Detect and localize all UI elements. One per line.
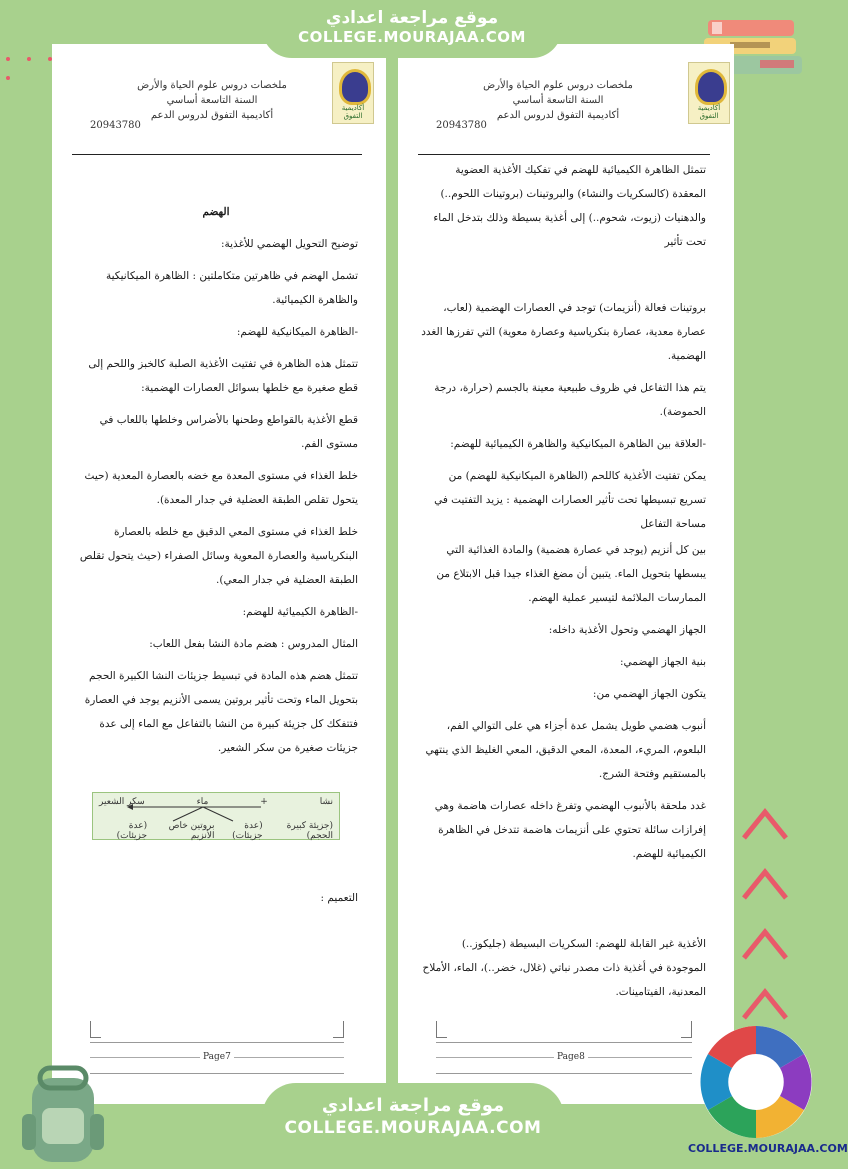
paragraph: تتمثل الظاهرة الكيميائية للهضم في تفكيك الأغذية العضوية المعقدة (كالسكريات والنشاء) والبروتينات (بروتينات اللحوم..) والدهنيات (زيوت، شحوم..) إلى أغذية بسيطة وذلك بتدخل الماء تحت تأثير: [433, 164, 706, 248]
page-header: [72, 80, 365, 155]
paragraph: أنبوب هضمي طويل يشمل عدة أجزاء هي على التوالي الفم، البلعوم، المريء، المعدة، المعي الدقيق، المعي الغليظ الذي ينتهي بالمستقيم وفتحة الشرج.: [425, 720, 706, 780]
right-page-content-d: [420, 932, 706, 1012]
page-footer: [436, 1042, 692, 1074]
right-page-content-c: [420, 538, 706, 874]
paragraph: تشمل الهضم في ظاهرتين متكاملتين : الظاهرة الميكانيكية والظاهرة الكيميائية.: [105, 270, 358, 306]
page-corner-mark: [90, 1021, 101, 1038]
backpack-icon: [18, 1058, 108, 1168]
page-footer: [90, 1042, 344, 1074]
school-logo-icon: أكاديمية التفوق: [688, 62, 730, 124]
reaction-equation-box: [92, 792, 340, 840]
paragraph: تتمثل هذه الظاهرة في تفتيت الأغذية الصلبة كالخبز واللحم إلى قطع صغيرة مع خلطها بسوائل العصارات الهضمية:: [88, 358, 358, 394]
header-code: 20943780: [436, 120, 487, 131]
paragraph: الأغذية غير القابلة للهضم: السكريات البسيطة (جليكوز..) الموجودة في أغذية ذات مصدر نباتي (غلال، خضر..)، الماء، الأملاح المعدنية، الفيتامينات.: [422, 938, 706, 998]
paragraph: المثال المدروس : هضم مادة النشا بفعل اللعاب:: [149, 638, 358, 650]
paragraph: يتم هذا التفاعل في ظروف طبيعية معينة بالجسم (حرارة، درجة الحموضة).: [434, 382, 706, 418]
page-corner-mark: [333, 1021, 344, 1038]
equation-bottom-row: (جزيئة كبيرة الحجم) (عدة جزيئات) بروتين خاص الأنزيم (عدة جزيئات): [116, 821, 333, 841]
paragraph: يمكن تفتيت الأغذية كاللحم (الظاهرة الميكانيكية للهضم) من تسريع تبسيطها تحت تأثير العصارات الهضمية : يزيد التفتيت في مساحة التفاعل: [434, 470, 706, 530]
header-titles: ملخصات دروس علوم الحياة والأرض السنة التاسعة أساسي أكاديمية التفوق لدروس الدعم: [137, 80, 287, 121]
chevron-up-icon: [740, 790, 790, 1030]
paragraph: توضيح التحويل الهضمي للأغذية:: [220, 238, 358, 250]
site-name-ar: موقع مراجعة اعدادي: [321, 1095, 505, 1116]
paragraph: غدد ملحقة بالأنبوب الهضمي وتفرغ داخله عصارات هاضمة وهي إفرازات سائلة تحتوي على أنزيمات هاضمة تتدخل في الظاهرة الكيميائية للهضم.: [434, 800, 706, 860]
paragraph: خلط الغذاء في مستوى المعدة مع خضه بالعصارة المعدية (حيث يتحول تقلص الطبقة العضلية في جدار المعدة).: [84, 470, 358, 506]
paragraph: -الظاهرة الكيميائية للهضم:: [242, 606, 358, 618]
header-code: 20943780: [90, 120, 141, 131]
equation-top-row: نشا + ماء سكر الشعير: [99, 797, 333, 807]
paragraph: الجهاز الهضمي وتحول الأغذية داخله:: [548, 624, 706, 636]
page-header: [418, 80, 721, 155]
page-number: Page8: [554, 1052, 588, 1062]
paragraph: بين كل أنزيم (يوجد في عصارة هضمية) والمادة الغذائية التي يبسطها بتحويل الماء. يتبين أن مضغ الغذاء جيدا قبل الابتلاع من الممارسات الملائمة لتيسير عملية الهضم.: [436, 544, 706, 604]
section-title: الهضم: [202, 206, 230, 218]
brand-url[interactable]: COLLEGE.MOURAJAA.COM: [688, 1142, 848, 1155]
header-titles: ملخصات دروس علوم الحياة والأرض السنة التاسعة أساسي أكاديمية التفوق لدروس الدعم: [483, 80, 633, 121]
right-page-content-b: [420, 296, 706, 544]
education-wheel-icon: [696, 1022, 816, 1142]
document-page-right: [398, 44, 734, 1104]
paragraph: خلط الغذاء في مستوى المعي الدقيق مع خلطه بالعصارة البنكرياسية والعصارة المعوية وسائل الصفراء (حيث يتحول تقلص الطبقة العضلية في جدار المعي).: [79, 526, 358, 586]
school-logo-icon: أكاديمية التفوق: [332, 62, 374, 124]
site-url[interactable]: COLLEGE.MOURAJAA.COM: [298, 28, 526, 46]
paragraph: -العلاقة بين الظاهرة الميكانيكية والظاهرة الكيميائية للهضم:: [450, 438, 706, 450]
paragraph: -الظاهرة الميكانيكية للهضم:: [236, 326, 358, 338]
paragraph: بنية الجهاز الهضمي:: [620, 656, 706, 668]
right-page-content-a: [420, 158, 706, 262]
page-corner-mark: [681, 1021, 692, 1038]
paragraph: تتمثل هضم هذه المادة في تبسيط جزيئات النشا الكبيرة الحجم بتحويل الماء وتحت تأثير بروتين يسمى الأنزيم يوجد في العصارة فتتفكك كل جزيئة كبيرة من النشا بالتفاعل مع الماء إلى عدة جزيئات صغيرة من سكر الشعير.: [84, 670, 358, 754]
site-banner-top[interactable]: [262, 0, 562, 58]
paragraph: يتكون الجهاز الهضمي من:: [592, 688, 706, 700]
document-page-left: [52, 44, 386, 1104]
page-number: Page7: [200, 1052, 234, 1062]
site-url[interactable]: COLLEGE.MOURAJAA.COM: [284, 1118, 542, 1138]
site-banner-bottom[interactable]: [262, 1083, 564, 1153]
page-corner-mark: [436, 1021, 447, 1038]
left-page-content: [74, 200, 358, 768]
site-name-ar: موقع مراجعة اعدادي: [325, 8, 499, 28]
paragraph: قطع الأغذية بالقواطع وطحنها بالأضراس وخلطها باللعاب في مستوى الفم.: [99, 414, 358, 450]
generalization-label: التعميم :: [320, 892, 358, 904]
paragraph: بروتينات فعالة (أنزيمات) توجد في العصارات الهضمية (لعاب، عصارة معدية، عصارة بنكرياسية وعصارة معوية) التي تفرزها الغدد الهضمية.: [421, 302, 706, 362]
